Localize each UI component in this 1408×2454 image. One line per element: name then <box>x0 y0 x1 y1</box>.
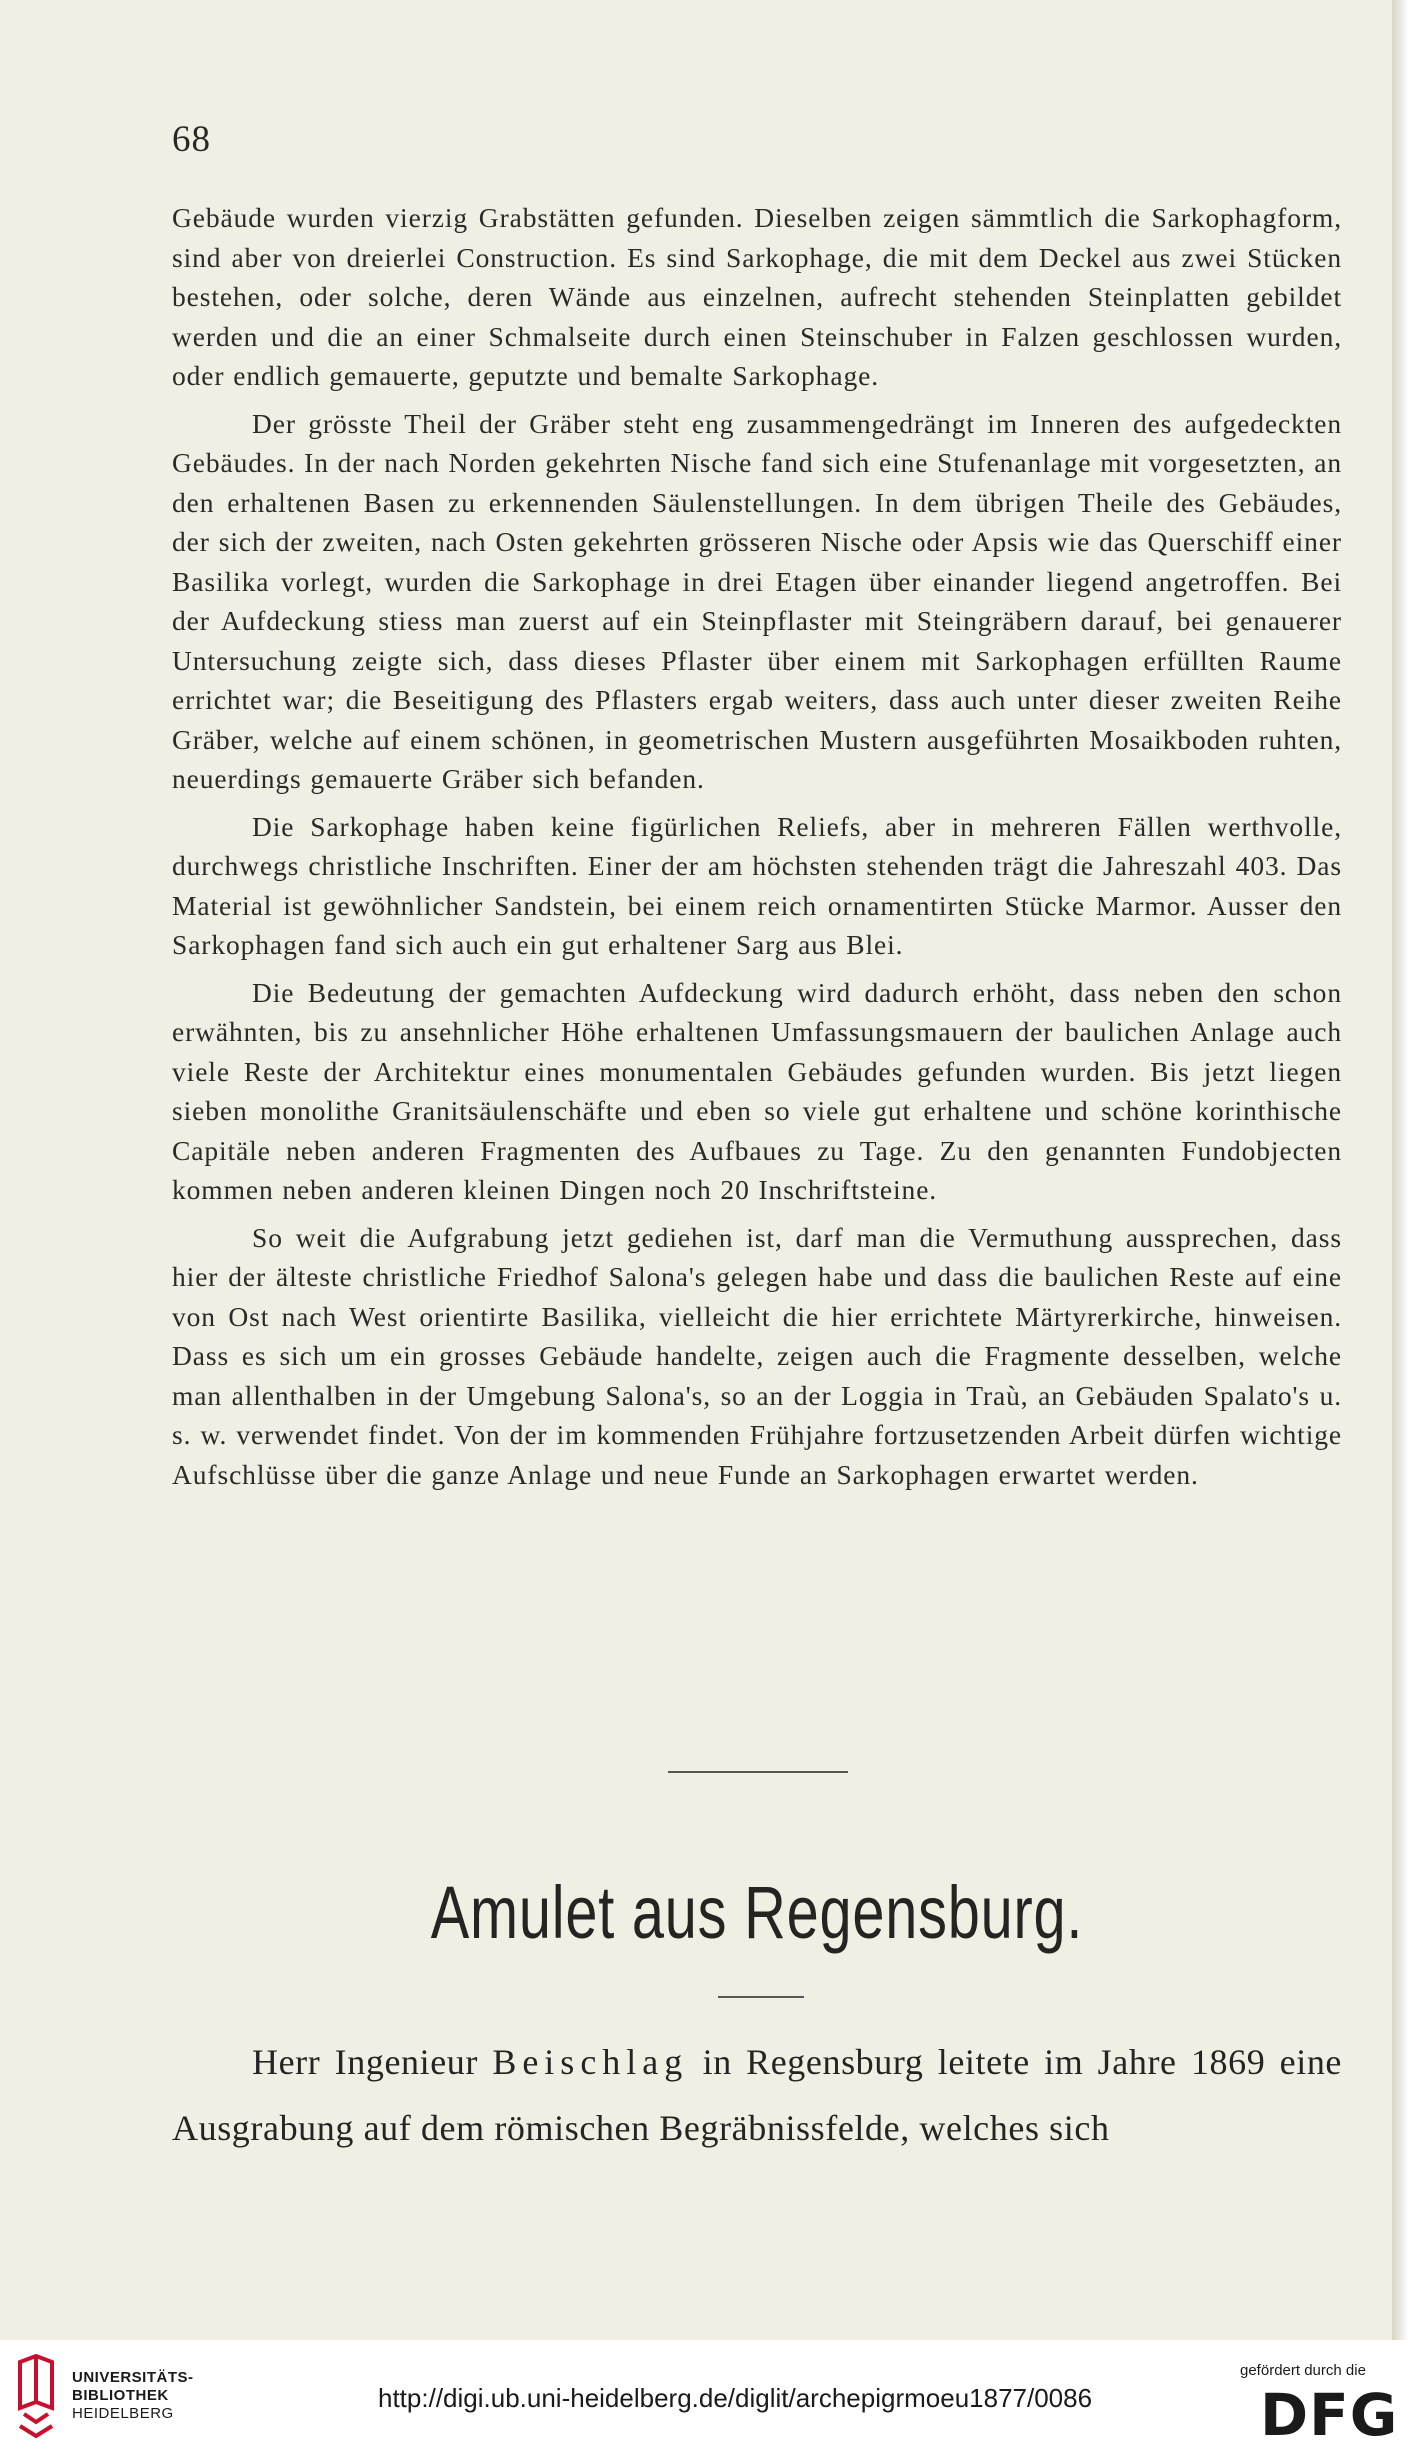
library-name-line: BIBLIOTHEK <box>72 2387 169 2404</box>
library-logo-icon <box>12 2352 62 2442</box>
lead-paragraph <box>172 2029 1342 2161</box>
paragraph: Die Bedeutung der gemachten Aufdeckung wird dadurch erhöht, dass neben den schon erwähnten, bis zu ansehnlicher Höhe erhaltenen Umfassungsmauern der baulichen Anlage auch viele Reste der Architektur eines monumentalen Gebäudes gefunden wurden. Bis jetzt liegen sieben monolithe Granitsäulenschäfte und eben so viele gut erhaltene und schöne korinthische Capitäle neben anderen Fragmenten des Aufbaues zu Tage. Zu den genannten Fundobjecten kommen neben anderen kleinen Dingen noch 20 Inschriftsteine. <box>172 976 1342 1205</box>
paragraph: Der grösste Theil der Gräber steht eng zusammengedrängt im Inneren des aufgedeckten Gebäudes. In der nach Norden gekehrten Nische fand sich eine Stufenanlage mit vorgesetzten, an den erhaltenen Basen zu erkennenden Säulenstellungen. In dem übrigen Theile des Gebäudes, der sich der zweiten, nach Osten gekehrten grösseren Nische oder Apsis wie das Querschiff einer Basilika vorlegt, wurden die Sarkophage in drei Etagen über einander liegend angetroffen. Bei der Aufdeckung stiess man zuerst auf ein Steinpflaster mit Steingräbern darauf, bei genauerer Untersuchung zeigte sich, dass dieses Pflaster über einem mit Sarkophagen erfüllten Raume errichtet war; die Beseitigung des Pflasters ergab weiters, dass auch unter dieser zweiten Reihe Gräber, welche auf einem schönen, in geometrischen Mustern ausgeführten Mosaikboden ruhten, neuerdings gemauerte Gräber sich befanden. <box>172 407 1342 794</box>
library-name <box>72 2369 194 2423</box>
lead-text-rest: in Regensburg leitete im Jahre 1869 eine Ausgrabung auf dem römischen Begräbnissfelde, welches sich <box>172 2042 1343 2148</box>
title-rule <box>718 1996 804 1998</box>
lead-text <box>172 2029 1342 2161</box>
section-divider <box>668 1771 848 1773</box>
paragraph: Gebäude wurden vierzig Grabstätten gefunden. Dieselben zeigen sämmtlich die Sarkophagform, sind aber von dreierlei Construction. Es sind Sarkophage, die mit dem Deckel aus zwei Stücken bestehen, oder solche, deren Wände aus einzelnen, aufrecht stehenden Steinplatten gebildet werden und die an einer Schmalseite durch einen Steinschuber in Falzen geschlossen wurden, oder endlich gemauerte, geputzte und bemalte Sarkophage. <box>172 202 1342 391</box>
body-text <box>172 198 1342 1502</box>
lead-text-start: Herr Ingenieur <box>252 2042 493 2082</box>
dfg-logo: DFG <box>1260 2381 1399 2449</box>
page-edge <box>1392 0 1408 2340</box>
source-url-link[interactable]: http://digi.ub.uni-heidelberg.de/diglit/archepigrmoeu1877/0086 <box>378 2383 1093 2413</box>
funding-label: gefördert durch die <box>1240 2362 1366 2379</box>
page-number: 68 <box>172 119 211 160</box>
paragraph: Die Sarkophage haben keine figürlichen Reliefs, aber in mehreren Fällen werthvolle, durchwegs christliche Inschriften. Einer der am höchsten stehenden trägt die Jahreszahl 403. Das Material ist gewöhnlicher Sandstein, bei einem reich ornamentirten Stücke Marmor. Ausser den Sarkophagen fand sich auch ein gut erhaltener Sarg aus Blei. <box>172 810 1342 960</box>
library-name-line: HEIDELBERG <box>72 2405 174 2422</box>
spaced-name: Beischlag <box>492 2042 689 2082</box>
article-title: Amulet aus Regensburg. <box>430 1871 1084 1954</box>
library-name-line: UNIVERSITÄTS- <box>72 2369 194 2386</box>
paragraph: So weit die Aufgrabung jetzt gediehen ist, darf man die Vermuthung aussprechen, dass hier der älteste christliche Friedhof Salona's gelegen habe und dass die baulichen Reste auf eine von Ost nach West orientirte Basilika, vielleicht die hier errichtete Märtyrerkirche, hinweisen. Dass es sich um ein grosses Gebäude handelte, zeigen auch die Fragmente desselben, welche man allenthalben in der Umgebung Salona's, so an der Loggia in Traù, an Gebäuden Spalato's u. s. w. verwendet findet. Von der im kommenden Frühjahre fortzusetzenden Arbeit dürfen wichtige Aufschlüsse über die ganze Anlage und neue Funde an Sarkophagen erwartet werden. <box>172 1221 1342 1490</box>
